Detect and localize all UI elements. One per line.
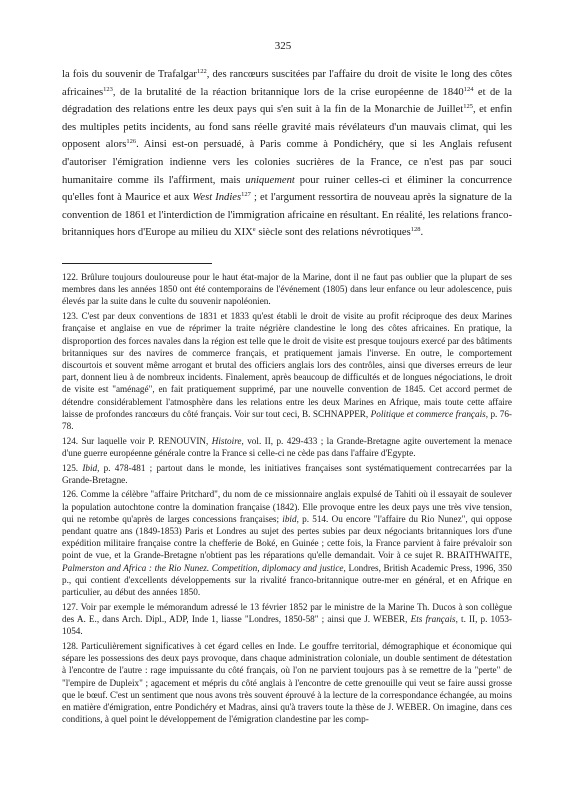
emphasis-west-indies: West Indies (192, 192, 242, 204)
century-superscript: e (252, 226, 256, 234)
footnote-125-ibid: Ibid (82, 462, 98, 473)
footnote-125 (62, 462, 512, 486)
footnote-126-text-2: , p. 514. Ou encore "l'affaire du Rio Nunez", qui oppose pendant quatre ans (1849-1853) Paris et Londres au sujet des pertes subies par deux négociants britanniques lors d'une expédition militaire française contre la chefferie de Boké, en Guinée ; cette fois, la France parvient à faire prévaloir son point de vue, et la Grande-Bretagne n'obtient pas les réparations qu'elle demandait. Voir à ce sujet R. BRAITHWAITE, (62, 513, 512, 561)
body-text-3: , de la brutalité de la réaction britannique lors de la crise européenne de 1840 (112, 86, 464, 98)
footnote-124-rest: , vol. II, p. 429-433 ; la Grande-Bretagne agite ouvertement la menace d'une guerre européenne générale contre la France si celle-ci ne cède pas dans l'affaire d'Egypte. (62, 435, 512, 458)
body-text-6: . Ainsi est-on persuadé, à Paris comme à Pondichéry, que si les Anglais refusent d'autoriser l'émigration indienne vers les colonies sucrières de la France, ce n'est pas par souci humanitaire comme ils l'affirment, mais (62, 139, 512, 186)
footnote-126-ibid: ibid (282, 513, 297, 524)
footnote-ref-128[interactable]: 128 (410, 226, 421, 234)
footnote-124 (62, 435, 512, 459)
footnote-127-text: 127. Voir par exemple le mémorandum adressé le 13 février 1852 par le ministre de la Marine Th. Ducos à son collègue des A. E., dans Arch. Dipl., ADP, Inde 1, liasse "Londres, 1850-58" ; ainsi que J. WEBER, (62, 601, 512, 624)
footnote-128: 128. Particulièrement significatives à cet égard celles en Inde. Le gouffre territorial, démographique et économique qui sépare les possessions des deux pays provoque, dans chaque administration coloniale, un double sentiment de détestation à l'encontre de l'autre : rage impuissante du côté français, où l'on ne parvient toujours pas à se remettre de la "perte" de "l'empire de Dupleix" ; agacement et mépris du côté anglais à l'encontre de cette grenouille qui veut se faire aussi grosse que le bœuf. C'est un sentiment que nous avons très souvent éprouvé à la lecture de la correspondance échangée, au moins en matière d'émigration, entre Pondichéry et Madras, ainsi qu'à travers toute la thèse de J. WEBER. On imagine, dans ces conditions, à quel point le développement de l'émigration clandestine par les comp- (62, 640, 512, 725)
footnote-126 (62, 488, 512, 598)
footnote-126-text: 126. Comme la célèbre "affaire Pritchard", du nom de ce missionnaire anglais expulsé de Tahiti où il essayait de soulever la population autochtone contre la domination française (1842). Elle provoque entre les deux pays une très vive tension, qui ne retombe qu'après de larges concessions françaises; (62, 489, 512, 524)
footnote-separator (62, 263, 212, 264)
body-text-9: siècle sont des relations névrotiques (255, 227, 411, 239)
footnote-ref-124[interactable]: 124 (463, 85, 474, 93)
body-text-4: et de la dégradation des relations entre les deux pays qui s'en suit à la fin de la Monarchie de Juillet (62, 86, 512, 116)
footnote-ref-123[interactable]: 123 (103, 85, 113, 93)
body-paragraph (62, 66, 512, 242)
footnote-ref-125[interactable]: 125 (463, 103, 473, 111)
footnote-ref-126[interactable]: 126 (126, 138, 137, 146)
body-text-5: , et enfin des multiples petits incidents, au fond sans réelle gravité mais révélateurs d'un mauvais climat, qui les opposent alors (62, 104, 512, 151)
footnote-124-title: Histoire (211, 435, 242, 446)
footnote-123-title: Politique et commerce français (370, 408, 486, 419)
body-text-2: , des rancœurs suscitées par l'affaire du droit de visite le long des côtes africaines (62, 69, 512, 98)
footnote-124-text: 124. Sur laquelle voir P. RENOUVIN, (62, 435, 212, 446)
body-text-7: pour ruiner celles-ci et éliminer la concurrence qu'elles font à Maurice et aux (62, 174, 512, 204)
body-text-1: la fois du souvenir de Trafalgar (62, 69, 197, 80)
body-text-10: . (420, 227, 424, 239)
footnote-ref-127[interactable]: 127 (241, 191, 251, 199)
footnote-125-number: 125. (62, 462, 83, 473)
footnote-123-pages: , p. 76-78. (62, 408, 512, 431)
footnote-127 (62, 601, 512, 638)
footnote-125-text: , p. 478-481 ; partout dans le monde, les initiatives françaises sont systématiquement contrecarrées par la Grande-Bretagne. (62, 462, 513, 485)
page-number: 325 (274, 40, 292, 52)
emphasis-uniquement: uniquement (245, 174, 295, 186)
footnote-123 (62, 310, 512, 432)
footnote-127-pages: , t. II, p. 1053-1054. (62, 613, 512, 637)
footnote-127-title: Ets français (410, 613, 456, 624)
body-text-8: ; et l'argument ressortira de nouveau après la signature de la convention de 1861 et l'interdiction de l'immigration africaine en résultant. En réalité, les relations franco-britanniques hors d'Europe au milieu du XIX (62, 192, 512, 239)
footnote-126-title: Palmerston and Africa : the Rio Nunez. Competition, diplomacy and justice (62, 562, 344, 573)
footnotes-section (62, 271, 512, 728)
footnote-123-text: 123. C'est par deux conventions de 1831 et 1833 qu'est établi le droit de visite au profit réciproque des deux Marines française et anglaise en vue de réprimer la traite négrière clandestine le long des côtes africaines. En pratique, la disproportion des forces navales dans la région est telle que le droit de visite est presque toujours exercé par des bâtiments britanniques sur des navires de commerce français, et pratiquement jamais l'inverse. En outre, le comportement discourtois et souvent même arrogant et brutal des officiers anglais lors des contrôles, ainsi que diverses erreurs de leur part, donnent lieu à de nombreux incidents. Finalement, après beaucoup de difficultés et de longues négociations, le droit de visite est "aménagé", en fait pratiquement supprimé, par une nouvelle convention de 1845. Cet accord permet de détendre considérablement l'atmosphère dans les relations entre les deux Marines en Afrique, mais toute cette affaire laisse de profondes rancœurs du côté français. Voir sur tout ceci, B. SCHNAPPER, (62, 311, 512, 419)
footnote-ref-122[interactable]: 122 (196, 68, 207, 75)
footnote-122: 122. Brûlure toujours douloureuse pour le haut état-major de la Marine, dont il ne faut pas oublier que la plupart de ses membres dans les années 1850 ont été contemporains de l'événement (1805) dans leur enfance ou leur adolescence, puis élevés par la suite dans le culte du souvenir napoléonien. (62, 272, 512, 307)
footnote-126-text-3: , Londres, British Academic Press, 1996, 350 p., qui contient d'excellents développements sur la rivalité franco-britannique outre-mer en général, et en Afrique en particulier, au début des années 1850. (62, 562, 513, 598)
